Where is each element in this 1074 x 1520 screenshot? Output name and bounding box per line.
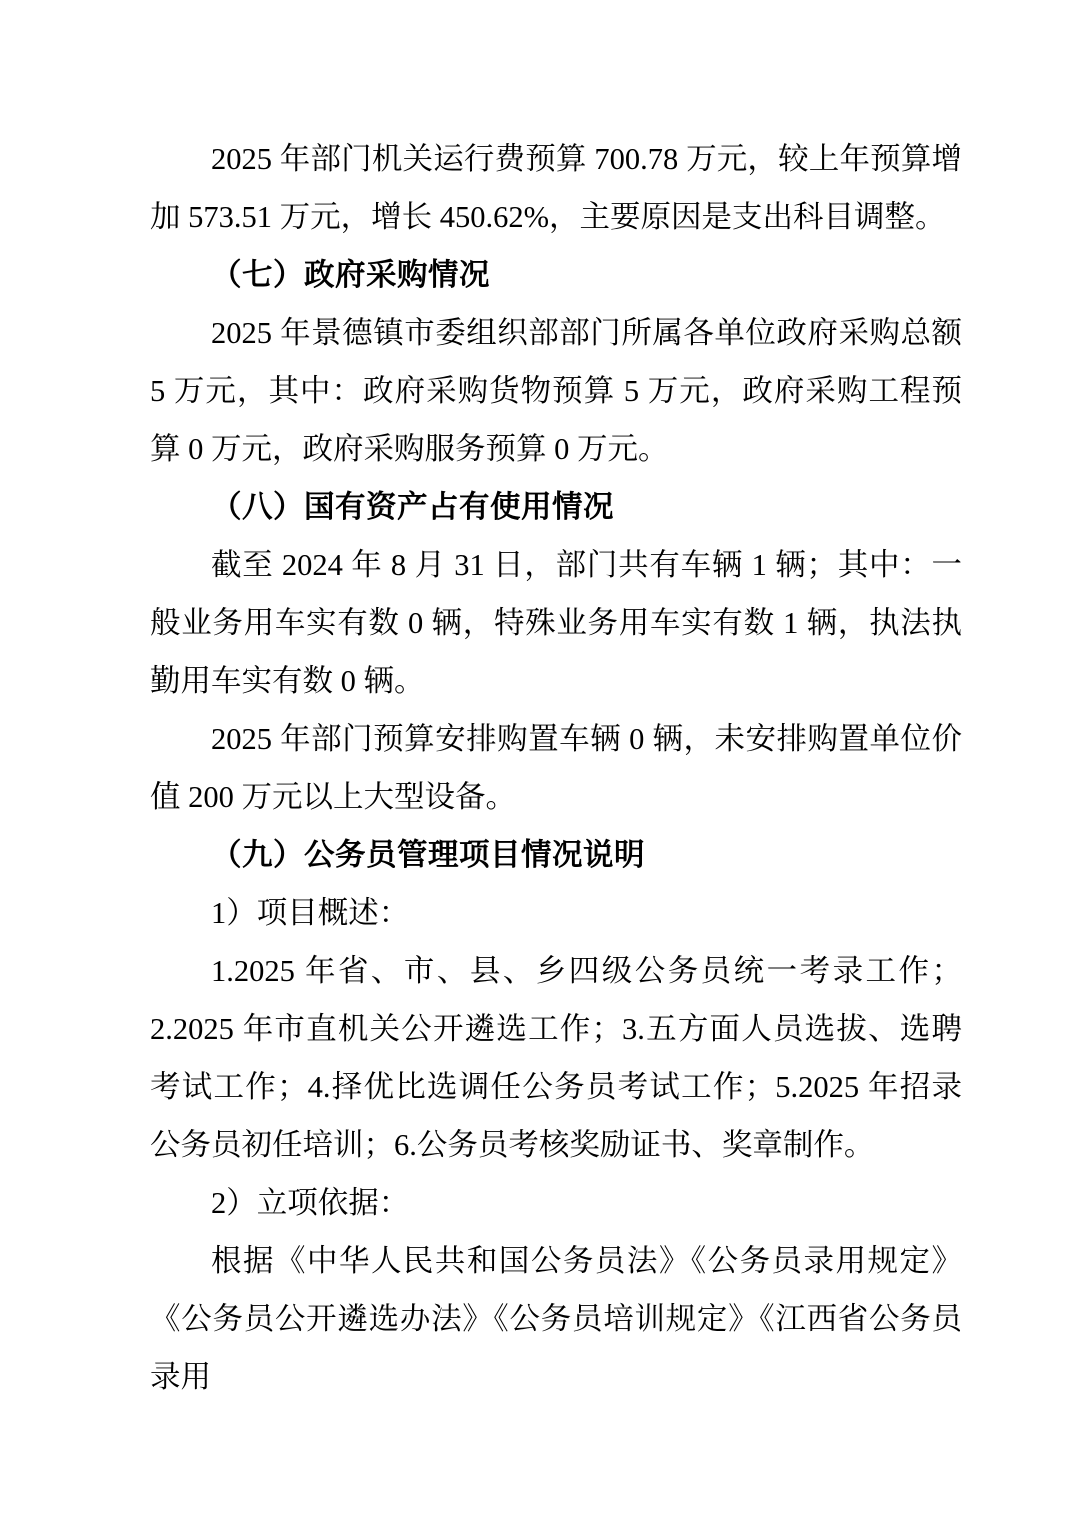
- document-body: [150, 130, 962, 1406]
- heading-state-owned-assets: （八）国有资产占有使用情况: [211, 489, 614, 525]
- paragraph-project-overview-title: 1）项目概述：: [211, 896, 410, 930]
- paragraph-project-basis-title: 2）立项依据：: [211, 1186, 410, 1220]
- paragraph-project-overview-body: 1.2025 年省、市、县、乡四级公务员统一考录工作；2.2025 年市直机关公开遴选工作；3.五方面人员选拔、选聘考试工作；4.择优比选调任公务员考试工作；5.2025 年招录公务员初任培训；6.公务员考核奖励证书、奖章制作。: [150, 954, 962, 1162]
- paragraph-assets-vehicles: 截至 2024 年 8 月 31 日，部门共有车辆 1 辆；其中：一般业务用车实有数 0 辆，特殊业务用车实有数 1 辆，执法执勤用车实有数 0 辆。: [150, 548, 962, 698]
- heading-government-procurement: （七）政府采购情况: [211, 257, 490, 293]
- paragraph-operating-expense: 2025 年部门机关运行费预算 700.78 万元，较上年预算增加 573.51 万元，增长 450.62%，主要原因是支出科目调整。: [150, 142, 962, 234]
- heading-civil-servant-management: （九）公务员管理项目情况说明: [211, 837, 645, 873]
- paragraph-assets-purchase: 2025 年部门预算安排购置车辆 0 辆，未安排购置单位价值 200 万元以上大型设备。: [150, 722, 962, 814]
- paragraph-government-procurement: 2025 年景德镇市委组织部部门所属各单位政府采购总额 5 万元，其中：政府采购货物预算 5 万元，政府采购工程预算 0 万元，政府采购服务预算 0 万元。: [150, 316, 962, 466]
- paragraph-project-basis-body: 根据《中华人民共和国公务员法》《公务员录用规定》《公务员公开遴选办法》《公务员培训规定》《江西省公务员录用: [150, 1244, 962, 1394]
